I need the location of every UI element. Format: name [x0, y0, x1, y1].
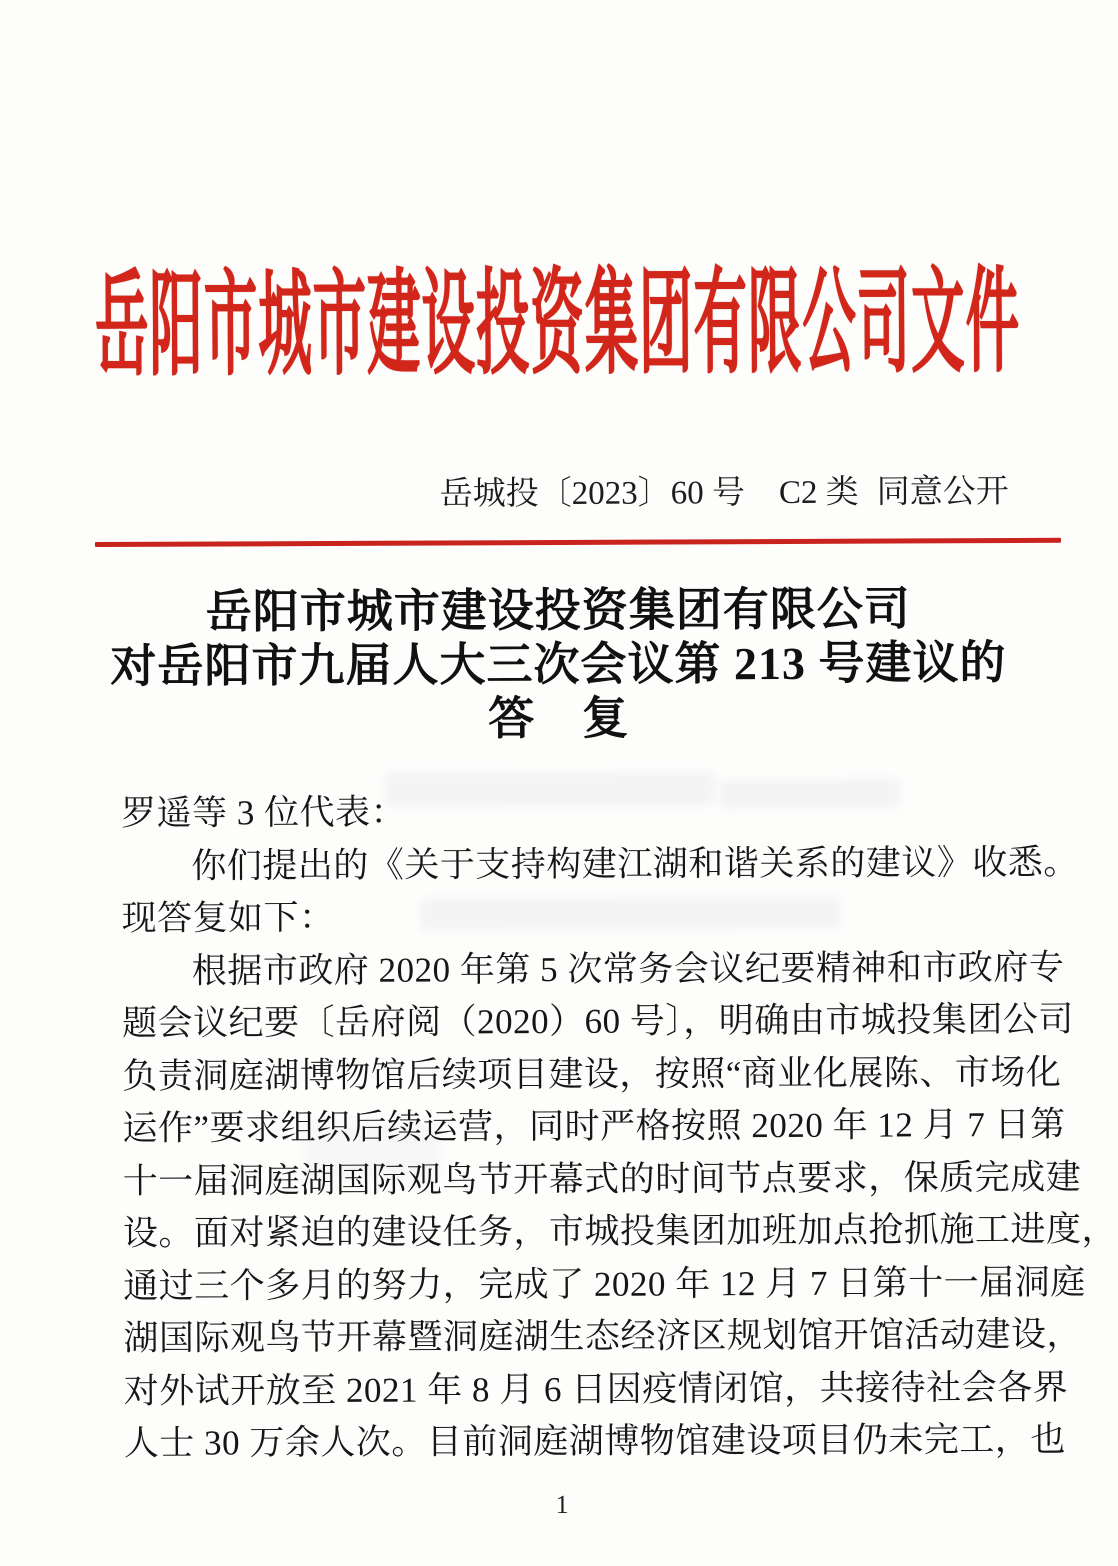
doc-publicity-label: 同意公开: [876, 474, 1009, 511]
title-line-2: 对岳阳市九届人大三次会议第 213 号建议的: [110, 637, 1007, 692]
body-line: 现答复如下：: [121, 897, 335, 938]
red-separator-rule: [95, 538, 1061, 547]
body-line: 根据市政府 2020 年第 5 次常务会议纪要精神和市政府专: [191, 947, 1065, 991]
body-line: 题会议纪要〔岳府阅（2020）60 号〕，明确由市城投集团公司: [121, 999, 1074, 1043]
document-title: [0, 582, 1118, 749]
letterhead: [0, 248, 1116, 402]
title-line-1: 岳阳市城市建设投资集团有限公司: [205, 583, 911, 638]
body-line: 人士 30 万余人次。目前洞庭湖博物馆建设项目仍未完工，也: [123, 1419, 1066, 1463]
body-line: 湖国际观鸟节开幕暨洞庭湖生态经济区规划馆开馆活动建设，: [123, 1314, 1083, 1358]
body-line: 设。面对紧迫的建设任务，市城投集团加班加点抢抓施工进度，: [122, 1209, 1118, 1253]
doc-class: C2 类: [778, 474, 859, 512]
letterhead-org-title: 岳阳市城市建设投资集团有限公司文件: [94, 258, 1020, 391]
document-body: [121, 784, 1118, 1470]
body-line: 负责洞庭湖博物馆后续项目建设，按照“商业化展陈、市场化: [122, 1052, 1062, 1096]
body-line-salutation: 罗遥等 3 位代表：: [121, 792, 407, 833]
page-number: 1: [555, 1489, 569, 1520]
title-line-3: 答 复: [488, 692, 630, 745]
body-line: 通过三个多月的努力，完成了 2020 年 12 月 7 日第十一届洞庭: [123, 1262, 1086, 1306]
doc-info-row: [0, 472, 1117, 517]
body-line: 你们提出的《关于支持构建江湖和谐关系的建议》收悉。: [191, 842, 1079, 886]
doc-number: 岳城投〔2023〕60 号: [439, 475, 746, 513]
body-line: 十一届洞庭湖国际观鸟节开幕式的时间节点要求，保质完成建: [122, 1157, 1082, 1201]
body-line: 运作”要求组织后续运营，同时严格按照 2020 年 12 月 7 日第: [122, 1104, 1066, 1148]
body-line: 对外试开放至 2021 年 8 月 6 日因疫情闭馆，共接待社会各界: [123, 1367, 1069, 1411]
